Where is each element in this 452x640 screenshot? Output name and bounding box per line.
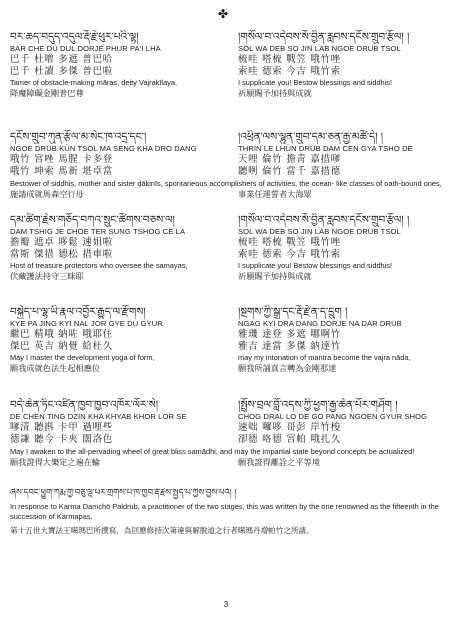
romanization-line: DE CHEN TING DZIN KHA KHYAB KHOR LOR SE (10, 412, 187, 421)
romanization-line: CHOG DRAL LO DE GO PANG NGOEN GYUR SHOG (238, 412, 428, 421)
chinese-phonetic-2: 雅吉 達當 多傑 納達竹 (238, 341, 341, 352)
chinese-phonetic-1: 巴千 杜噌 多遮 普巴哈 (10, 54, 113, 65)
verse-1-right (238, 30, 443, 99)
verse-3-right (238, 213, 443, 282)
tibetan-line: དངོས་གྲུབ་ཀུན་རྩོལ་མ་སེང་ཁ་འདྲ་དང་། (10, 131, 147, 143)
romanization-line: KYE PA JING KYI NAL JOR GYE DU GYUR (10, 319, 163, 328)
english-translation: May I master the development yoga of form, (10, 353, 155, 362)
chinese-translation: 願我成就色法生起相應位 (10, 362, 101, 373)
verse-2-right (238, 130, 443, 178)
page-number: 3 (223, 600, 229, 609)
romanization-line: THRIN LE LHÜN DRUB DAM CEN GYA TSHO DE (238, 144, 413, 153)
colophon-chinese: 第十五世大寶法王噶瑪巴所撰寫，為回應修持次第違與解脫道之行者噶瑪丹增帕竹之所請。 (10, 526, 314, 535)
romanization-line: BAR CHE DÜ DUL DORJE PHUR PA'I LHA (10, 44, 161, 53)
chinese-translation: 願我所誦真言轉為金剛那達 (238, 362, 337, 373)
romanization-line: DAM TSHIG JE CHOE TER SUNG TSHOG CE LA (10, 227, 186, 236)
english-translation: Tamer of obstacle-making māras, deity Vajrakīlaya, (10, 78, 178, 87)
chinese-phonetic-1: 擔瓣 遮卓 哆鬆 速姐啦 (10, 237, 113, 248)
verse-4-right (238, 305, 443, 374)
chinese-phonetic-2: 傑巴 英吉 納覺 給杜久 (10, 341, 113, 352)
romanization-line: NGOE DRUB KÜN TSOL MA SENG KHA DRO DANG (10, 144, 197, 153)
chinese-translation-left: 願我證得大樂定之遍在輪 (10, 456, 101, 467)
chinese-translation: 伏藏護法持守三昧耶 (10, 270, 84, 281)
verse-2-left (10, 130, 215, 178)
tibetan-line: །སྔགས་ཀྱི་སྒྲ་དང་རྡོ་རྗེ་ན་ད་དྲུག ། (238, 306, 348, 318)
verse-5-translation (10, 447, 442, 468)
verse-1-left (10, 30, 215, 99)
english-translation: Host of treasure protectors who oversee the samayas, (10, 261, 188, 270)
tibetan-line: དམ་ཚིག་རྗེས་གཅོད་བཀའ་སྲུང་ཚོགས་བཅས་ལ། (10, 214, 175, 226)
verse-4-left (10, 305, 215, 374)
tibetan-line: བདེ་ཆེན་ཏིང་འཛིན་ཁྱབ་ཁྱབ་འཁོར་ལོར་སེ། (10, 399, 159, 411)
verse-5-left (10, 398, 215, 446)
chinese-translation-right: 事業任運誓者大海眾 (238, 188, 312, 199)
colophon-english: In response to Karma Damchö Paldrub, a practitioner of the two stages, this was written by the one renowned as the fifteenth in the succession of Karmapas. (10, 502, 439, 521)
tibetan-line: །འཕྲིན་ལས་ལྷུན་གྲུབ་དམ་ཅན་རྒྱ་མཚོ་དེ། ། (238, 131, 384, 143)
chinese-phonetic-2: 卻德 咯德 宮帕 哦扎久 (238, 434, 341, 445)
chinese-phonetic-1: 哦竹 宮唑 馬腥 卡多登 (10, 154, 113, 165)
tibetan-line: །གསོལ་བ་འདེབས་སོ་བྱིན་རླབས་དངོས་གྲུབ་རྩོལ། ། (238, 214, 410, 226)
tibetan-line: བསྐྱེད་པ་ལྷ་ཡི་རྣལ་འབྱོར་རྒྱུད་ལ་རྫོགས། (10, 306, 146, 318)
verse-5-right (238, 398, 443, 446)
chinese-translation-right: 願我證得離詮之平等境 (238, 456, 320, 467)
tibetan-line: །སྤྲོས་བྲལ་བློ་འདས་ཀྱི་ཕྱག་རྒྱ་ཆེན་པོར་གཤོག ། (238, 399, 398, 411)
chinese-phonetic-2: 索哇 德索 今吉 哦竹索 (238, 249, 341, 260)
chinese-phonetic-2: 索哇 德索 今吉 哦竹索 (238, 66, 341, 77)
chinese-phonetic-1: 梳哇 嗒梳 戰笠 哦竹唑 (238, 237, 341, 248)
chinese-phonetic-2: 聽咧 倫竹 當千 嘉措德 (238, 166, 341, 177)
english-translation: Bestower of siddhis, mother and sister ḍākinīs, spontaneous accomplishers of activities, the ocean- like classes of oath-bound ones, (10, 179, 442, 188)
chinese-translation-left: 施請成就馬森空行母 (10, 188, 84, 199)
english-translation: May I awaken to the all-pervading wheel of great bliss samādhi, and may the impartial state beyond concepts be actualized! (10, 447, 415, 456)
romanization-line: NGAG KYI DRA DANG DORJE NA DAR DRUB (238, 319, 402, 328)
chinese-phonetic-1: 繼巴 精哦 納咗 哦耶住 (10, 329, 113, 340)
tibetan-line: བར་ཆད་བདུད་འདུལ་རྡོ་རྗེ་ཕུར་པའི་ལྷ། (10, 31, 139, 43)
english-translation: I supplicate you! Bestow blessings and siddhis! (238, 78, 393, 87)
chinese-phonetic-1: 雅璣 達登 多遮 哪啊竹 (238, 329, 341, 340)
colophon-tibetan: ཞེས་དབང་ཕྱུག་ཀརྨ་གྱི་བཅུ་ལྔ་པར་གྲགས་པ་ཁ་ཁྱབ་རྡོ་རྗེས་སྤྱད་པ་ཀྱིས་བྱས་པའོ། ། (10, 488, 237, 498)
chinese-phonetic-1: 嗲清 聽斟 卡甲 過哩些 (10, 422, 113, 433)
chinese-phonetic-1: 速咄 囉哆 哥彭 岸竹梭 (238, 422, 341, 433)
chinese-phonetic-2: 哦竹 坤索 馬新 堪卓當 (10, 166, 113, 177)
chinese-translation: 祈願賜予加持與成就 (238, 270, 312, 281)
chinese-phonetic-1: 天哩 倫竹 擔靑 嘉措嗲 (238, 154, 341, 165)
english-translation: may my intonation of mantra become the vajra nāda, (238, 353, 411, 362)
tibetan-line: །གསོལ་བ་འདེབས་སོ་བྱིན་རླབས་དངོས་གྲུབ་རྩོལ། ། (238, 31, 410, 43)
chinese-translation: 降魔障礙金剛普巴尊 (10, 87, 84, 98)
english-translation: I supplicate you! Bestow blessings and siddhis! (238, 261, 393, 270)
verse-3-left (10, 213, 215, 282)
chinese-phonetic-1: 梳哇 嗒梳 戰笠 哦竹唑 (238, 54, 341, 65)
colophon (10, 488, 442, 536)
verse-2-translation (10, 179, 442, 200)
ornament-icon: ✤ (218, 7, 229, 21)
romanization-line: SOL WA DEB SO JIN LAB NGOE DRUB TSOL (238, 227, 401, 236)
romanization-line: SOL WA DEB SO JIN LAB NGOE DRUB TSOL (238, 44, 401, 53)
chinese-phonetic-2: 巴千 杜讀 多傑 普巴啦 (10, 66, 113, 77)
chinese-phonetic-2: 當斯 傑措 德松 措車啦 (10, 249, 113, 260)
chinese-translation: 祈願賜予加持與成就 (238, 87, 312, 98)
chinese-phonetic-2: 德謙 聽今 卡夾 闊洛色 (10, 434, 113, 445)
